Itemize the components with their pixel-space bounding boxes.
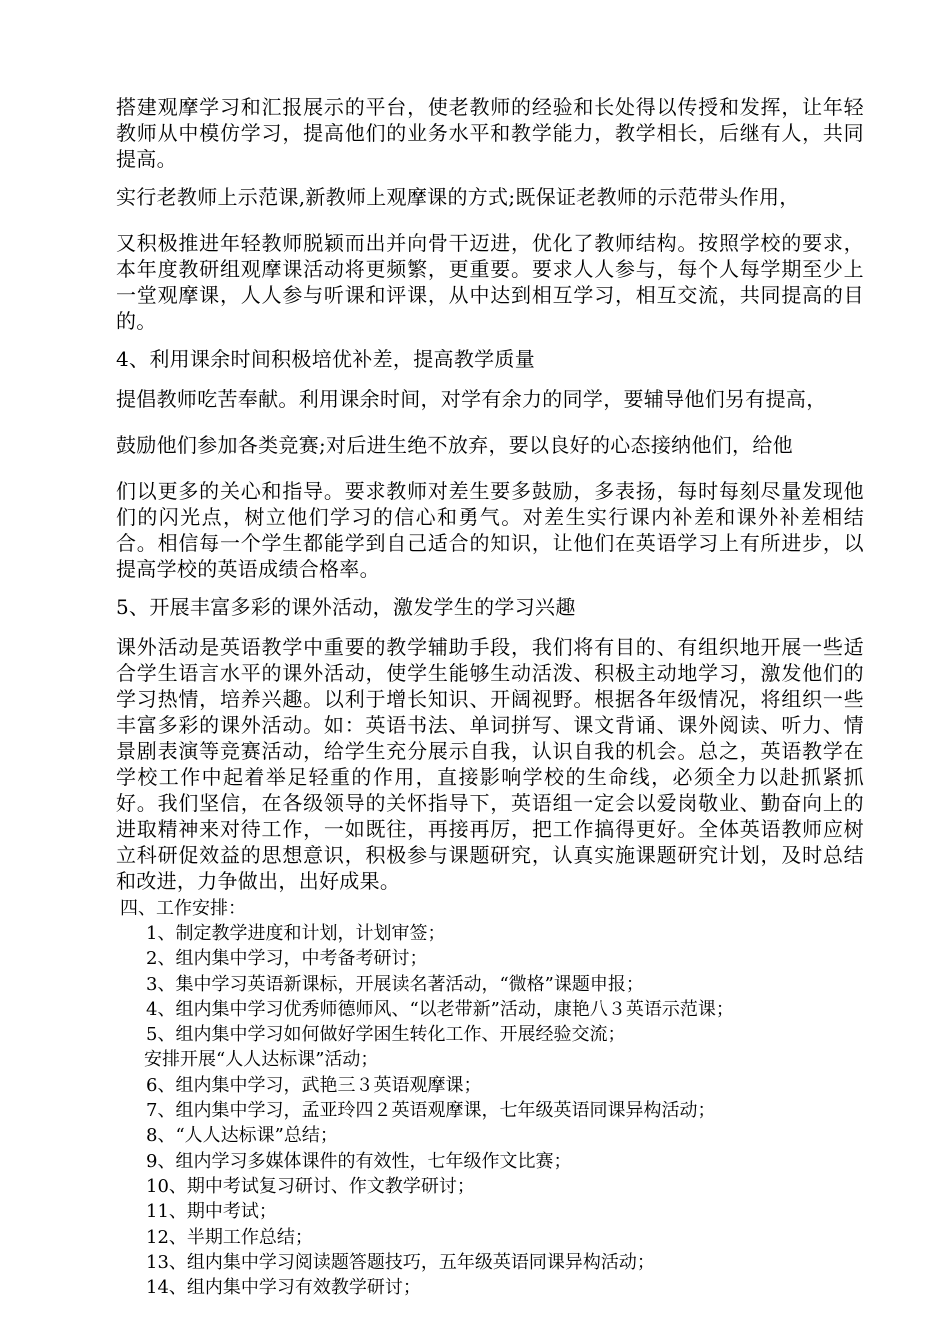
section-heading: 4、利用课余时间积极培优补差，提高教学质量 [116, 347, 536, 371]
paragraph: 搭建观摩学习和汇报展示的平台，使老教师的经验和长处得以传授和发挥，让年轻教师从中模仿学习，提高他们的业务水平和教学能力，教学相长，后继有人，共同提高。 [116, 95, 864, 171]
schedule-item: 10、期中考试复习研讨、作文教学研讨； [146, 1175, 475, 1197]
schedule-item: 13、组内集中学习阅读题答题技巧，五年级英语同课异构活动； [146, 1251, 655, 1273]
paragraph: 提倡教师吃苦奉献。利用课余时间，对学有余力的同学，要辅导他们另有提高， [116, 387, 827, 411]
paragraph: 又积极推进年轻教师脱颖而出并向骨干迈进，优化了教师结构。按照学校的要求，本年度教研组观摩课活动将更频繁，更重要。要求人人参与，每个人每学期至少上一堂观摩课，人人参与听课和评课，从中达到相互学习，相互交流，共同提高的目的。 [116, 231, 864, 333]
schedule-item: 3、集中学习英语新课标，开展读名著活动，“微格”课题申报； [146, 973, 644, 995]
schedule-item: 安排开展“人人达标课”活动； [144, 1049, 379, 1071]
schedule-item: 4、组内集中学习优秀师德师风、“以老带新”活动，康艳八３英语示范课； [146, 998, 734, 1020]
section-heading: 5、开展丰富多彩的课外活动，激发学生的学习兴趣 [116, 595, 576, 619]
schedule-item: 5、组内集中学习如何做好学困生转化工作、开展经验交流； [146, 1024, 626, 1046]
schedule-list [116, 921, 864, 1300]
document-body [116, 94, 864, 1300]
paragraph: 鼓励他们参加各类竞赛;对后进生绝不放弃，要以良好的心态接纳他们，给他 [116, 433, 793, 457]
schedule-item: 2、组内集中学习，中考备考研讨； [146, 948, 428, 970]
paragraph: 们以更多的关心和指导。要求教师对差生要多鼓励，多表扬，每时每刻尽量发现他们的闪光点，树立他们学习的信心和勇气。对差生实行课内补差和课外补差相结合。相信每一个学生都能学到自己适合的知识，让他们在英语学习上有所进步，以提高学校的英语成绩合格率。 [116, 479, 864, 581]
schedule-item: 6、组内集中学习，武艳三３英语观摩课； [146, 1074, 482, 1096]
schedule-item: 7、组内集中学习，孟亚玲四２英语观摩课，七年级英语同课异构活动； [146, 1100, 716, 1122]
paragraph: 实行老教师上示范课,新教师上观摩课的方式;既保证老教师的示范带头作用， [116, 185, 800, 209]
schedule-item: 1、制定教学进度和计划，计划审签； [146, 923, 446, 944]
schedule-item: 12、半期工作总结； [146, 1226, 313, 1248]
schedule-item: 9、组内学习多媒体课件的有效性，七年级作文比赛； [146, 1150, 572, 1172]
schedule-item: 8、“人人达标课”总结； [146, 1125, 338, 1147]
schedule-item: 11、期中考试； [146, 1201, 277, 1223]
schedule-item: 14、组内集中学习有效教学研讨； [146, 1277, 421, 1299]
paragraph: 课外活动是英语教学中重要的教学辅助手段，我们将有目的、有组织地开展一些适合学生语言水平的课外活动，使学生能够生动活泼、积极主动地学习，激发他们的学习热情，培养兴趣。以利于增长知识、开阔视野。根据各年级情况，将组织一些丰富多彩的课外活动。如：英语书法、单词拼写、课文背诵、课外阅读、听力、情景剧表演等竞赛活动，给学生充分展示自我，认识自我的机会。总之，英语教学在学校工作中起着举足轻重的作用，直接影响学校的生命线，必须全力以赴抓紧抓好。我们坚信，在各级领导的关怀指导下，英语组一定会以爱岗敬业、勤奋向上的进取精神来对待工作，一如既往，再接再厉，把工作搞得更好。全体英语教师应树立科研促效益的思想意识，积极参与课题研究，认真实施课题研究计划，及时总结和改进，力争做出，出好成果。 [116, 635, 864, 893]
schedule-title: 四、工作安排： [120, 898, 246, 919]
